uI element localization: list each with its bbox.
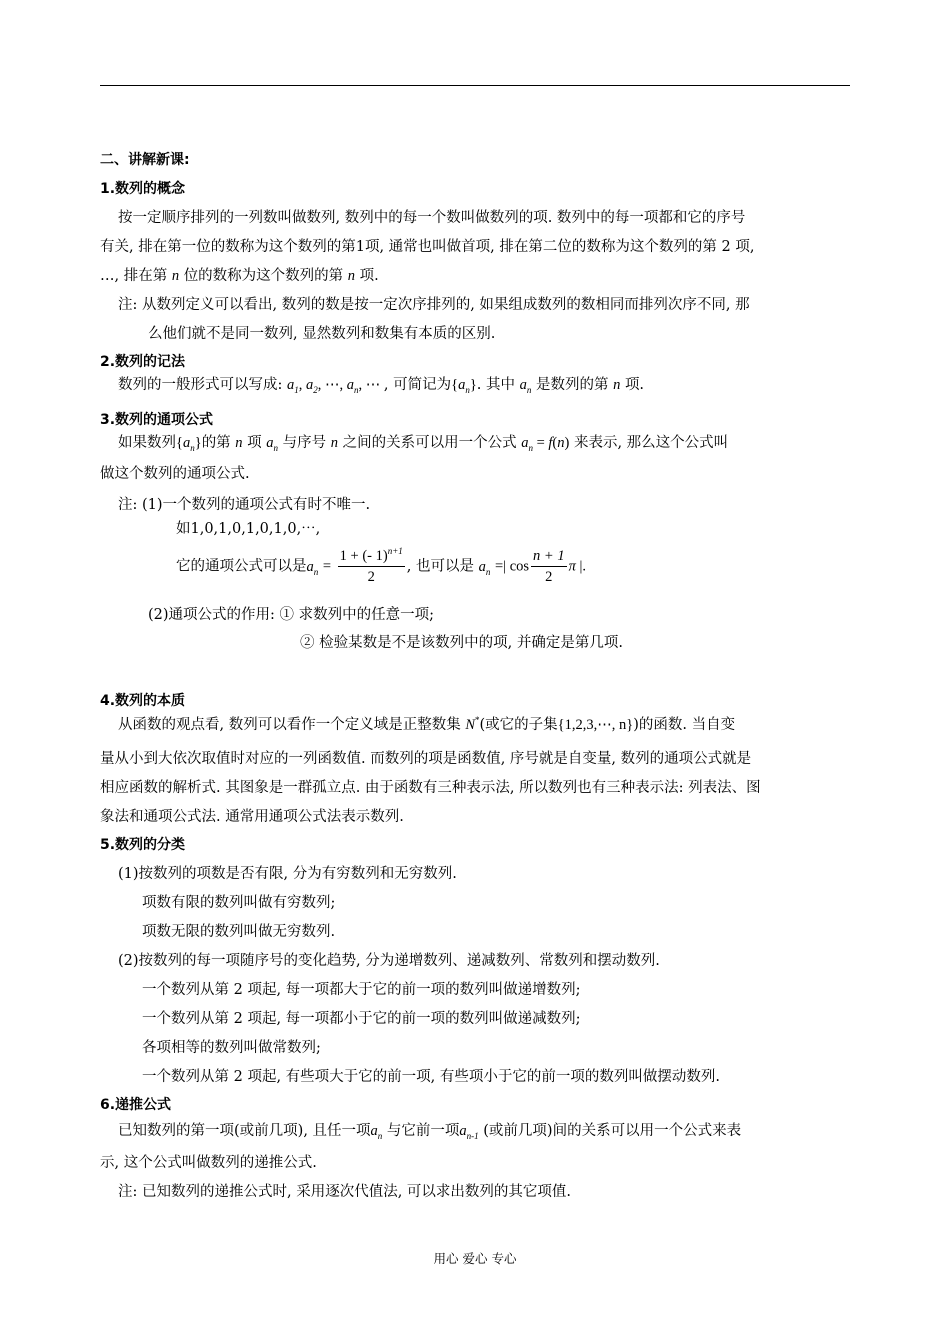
- s4-paragraph-line-2: 量从小到大依次取值时对应的一列函数值. 而数列的项是函数值, 序号就是自变量, 数列的通项公式就是: [100, 751, 752, 767]
- s3-paragraph-line-2: 做这个数列的通项公式.: [100, 466, 250, 482]
- s3-formula-line: 它的通项公式可以是$a_n$ = $\frac{1 + (- 1)^{n+1}}{2}$ , 也可以是 $a_n$ =| cos $\frac{n + 1}{2}$ π |.: [176, 546, 586, 585]
- formula-fraction-1: $\frac{1 + (- 1)^{n+1}}{2}$: [339, 546, 403, 585]
- heading-2: 2.数列的记法: [100, 354, 186, 370]
- s1-paragraph-line-1: 按一定顺序排列的一列数叫做数列, 数列中的每一个数叫做数列的项. 数列中的每一项都和它的序号: [118, 210, 746, 226]
- s2-paragraph: 数列的一般形式可以写成: $a_1$, $a_2$, ⋯, $a_n$, ⋯ , 可简记为$\{a_n\}$. 其中 $a_n$ 是数列的第 n 项.: [118, 377, 645, 395]
- heading-1: 1.数列的概念: [100, 181, 186, 197]
- s4-paragraph-line-3: 相应函数的解析式. 其图象是一群孤立点. 由于函数有三种表示法, 所以数列也有三种表示法: 列表法、图: [100, 780, 761, 796]
- s5-item-1b: 项数无限的数列叫做无穷数列.: [142, 924, 336, 940]
- s5-item-1a: 项数有限的数列叫做有穷数列;: [142, 895, 336, 911]
- page-footer: 用心 爱心 专心: [433, 1251, 517, 1266]
- s3-note-2: (2)通项公式的作用: ① 求数列中的任意一项;: [148, 607, 435, 623]
- s6-paragraph-line-2: 示, 这个公式叫做数列的递推公式.: [100, 1155, 317, 1171]
- term-an: $a_n$: [519, 377, 532, 395]
- s5-item-2d: 一个数列从第 2 项起, 有些项大于它的前一项, 有些项小于它的前一项的数列叫做摆动数列.: [142, 1069, 720, 1085]
- s5-item-2: (2)按数列的每一项随序号的变化趋势, 分为递增数列、递减数列、常数列和摆动数列.: [118, 953, 660, 969]
- s3-paragraph-line-1: 如果数列$\{a_n\}$的第 n 项 $a_n$ 与序号 n 之间的关系可以用一个公式 $a_n = f(n)$ 来表示, 那么这个公式叫: [118, 435, 729, 453]
- s1-paragraph-line-3: …, 排在第 n 位的数称为这个数列的第 n 项.: [100, 268, 379, 284]
- heading-6: 6.递推公式: [100, 1097, 172, 1113]
- sequence-general-form: $a_1$, $a_2$, ⋯, $a_n$, ⋯: [287, 377, 384, 395]
- heading-5: 5.数列的分类: [100, 837, 186, 853]
- s3-example: 如1,0,1,0,1,0,1,0,⋯,: [176, 521, 321, 537]
- s6-paragraph-line-1: 已知数列的第一项(或前几项), 且任一项$a_n$ 与它前一项$a_{n-1}$ (或前几项)间的关系可以用一个公式来表: [118, 1123, 742, 1141]
- var-n: n: [171, 268, 180, 284]
- s4-paragraph-line-1: 从函数的观点看, 数列可以看作一个定义域是正整数集 N*(或它的子集{1,2,3,⋯, n})的函数. 当自变: [118, 715, 736, 733]
- s5-item-2c: 各项相等的数列叫做常数列;: [142, 1040, 321, 1056]
- s1-paragraph-line-2: 有关, 排在第一位的数称为这个数列的第1项, 通常也叫做首项, 排在第二位的数称为这个数列的第 2 项,: [100, 239, 755, 255]
- sequence-notation: $\{a_n\}$: [451, 377, 477, 395]
- header-rule: [100, 85, 850, 86]
- heading-3: 3.数列的通项公式: [100, 412, 214, 428]
- natural-set-symbol: N*: [465, 715, 480, 733]
- formula-fraction-2: $\frac{n + 1}{2}$: [533, 548, 565, 585]
- general-term-formula: $a_n = f(n)$: [521, 435, 570, 453]
- s3-note-3: ② 检验某数是不是该数列中的项, 并确定是第几项.: [300, 635, 623, 651]
- s1-note-line-2: 么他们就不是同一数列, 显然数列和数集有本质的区别.: [148, 326, 496, 342]
- s5-item-2a: 一个数列从第 2 项起, 每一项都大于它的前一项的数列叫做递增数列;: [142, 982, 581, 998]
- s3-note-1: 注: (1)一个数列的通项公式有时不唯一.: [118, 497, 371, 513]
- var-n: n: [347, 268, 356, 284]
- s5-item-1: (1)按数列的项数是否有限, 分为有穷数列和无穷数列.: [118, 866, 457, 882]
- s4-paragraph-line-4: 象法和通项公式法. 通常用通项公式法表示数列.: [100, 809, 404, 825]
- section-title: 二、讲解新课:: [100, 152, 190, 168]
- heading-4: 4.数列的本质: [100, 693, 186, 709]
- s6-note: 注: 已知数列的递推公式时, 采用逐次代值法, 可以求出数列的其它项值.: [118, 1184, 572, 1200]
- s5-item-2b: 一个数列从第 2 项起, 每一项都小于它的前一项的数列叫做递减数列;: [142, 1011, 581, 1027]
- s1-note-line-1: 注: 从数列定义可以看出, 数列的数是按一定次序排列的, 如果组成数列的数相同而排列次序不同, 那: [118, 297, 750, 313]
